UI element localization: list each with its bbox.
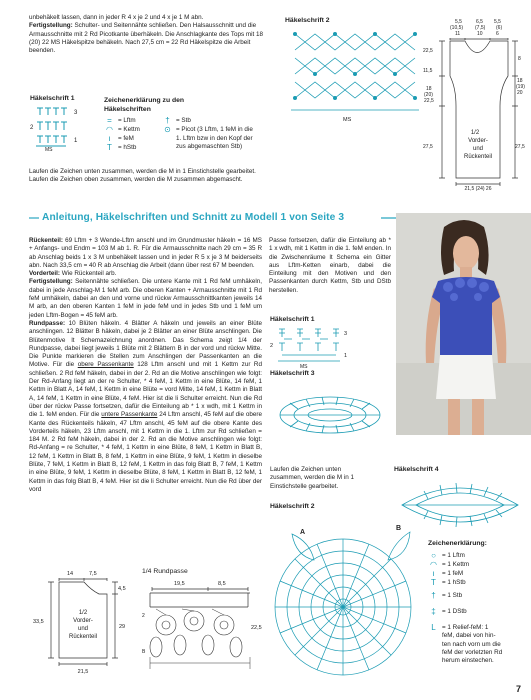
rp-top-a: 19,5 [174, 580, 185, 587]
slip-stitch-icon: ◠ [106, 125, 113, 135]
ts-r3: (19) [516, 84, 525, 90]
half-double-icon: T [431, 578, 436, 588]
col1-p3-label: Fertigstellung: [29, 278, 73, 286]
legend-bottom-title: Zeichenerklärung: [428, 540, 487, 547]
legend-top-title1: Zeichenerklärung zu den [104, 97, 185, 104]
top-chart1-diagram [30, 104, 102, 152]
mid-chart1 [270, 316, 380, 372]
mid-chart1-title: Häkelschrift 1 [270, 316, 315, 323]
ts-l3: 18 [426, 86, 432, 92]
legend-bottom-item-0: = 1 Lftm [442, 552, 465, 560]
bs-h2: 4,5 [118, 586, 126, 592]
top-chart2-diagram [285, 26, 425, 126]
section-title: Anleitung, Häkelschriften und Schnitt zu Modell 1 von Seite 3 [42, 212, 345, 223]
legend-top-item-3: = hStb [118, 144, 137, 152]
col1-p4 [29, 320, 262, 494]
relief-line-0: = 1 Relief-feM: 1 [442, 623, 489, 631]
col1-p1-body: 69 Lftm + 3 Wende-Lftm anschl und im Grundmuster häkeln = 16 MS + Anfangs- und Endm = 103 M ab 1. R. Für die Armausschnitte nach 29 cm = 35 R ab Anschlag beids 1 x 3 M unbehäkelt lassen und in jeder R 5 x je 3 M beiderseits abn. Nach 33,5 cm = 40 R ab Anschlag die Arbeit (dann über rest 67 M beenden. [29, 237, 262, 269]
top-chart1-title: Häkelschrift 1 [30, 95, 75, 102]
laufen-mid-line2: zusammen, werden die M in 1 [270, 474, 354, 482]
column-1 [29, 237, 262, 494]
top-fertig [29, 22, 274, 55]
rp-left-a: 2 [142, 612, 145, 619]
mid-chart2-a: A [300, 528, 306, 536]
mid-chart3-title: Häkelschrift 3 [270, 370, 315, 377]
ts-top-a: 5,5 [455, 19, 462, 25]
legend-bottom-item-5: = 1 DStb [442, 607, 467, 615]
mid-chart1-r2: 2 [270, 342, 274, 349]
relief-line-1: feM, dabei von hin- [442, 632, 496, 640]
laufen-top-line2: Laufen die Zeichen oben zusammen, werden die M zusammen abgemascht. [29, 176, 243, 184]
single-crochet-icon: ı [432, 569, 435, 579]
ts-l5: 22,5 [424, 98, 434, 104]
bottom-schematic [29, 568, 137, 676]
chain-icon: ○ [431, 551, 436, 561]
relief-stitch-icon: L [431, 622, 436, 632]
col2-p1: Passe fortsetzen, dafür die Einteilung ab * 1 x wdh, mit 1 Kettm in die 1. feM enden. In die Zwischenräume lt Schema ein Gitter aus Lftm-Ketten einarb, dabei die Einteilung mit den Motiven und den Passenkanten durch Kettm, Stb und DStb herstellen. [269, 237, 391, 294]
top-chart1-r1: 1 [74, 137, 78, 144]
rundpasse-title: 1/4 Rundpasse [142, 568, 188, 575]
picot-icon: ⊙ [164, 125, 171, 135]
top-fertig-body: Schulter- und Seitennähte schließen. Den Halsausschnitt und die Armausschnitte mit 2 Rd Picotkante überhäkeln. Die Anschlagkante des Tops mit 18 (20) 22 MS Häkelspitze behäkeln. Nach 27,5 cm = 22 Rd Häkelspitze die Arbeit beenden. [29, 22, 264, 55]
bs-bottom: 21,5 [77, 669, 89, 675]
top-chart1-r3: 3 [74, 109, 78, 116]
top-chart2-title: Häkelschrift 2 [285, 17, 330, 24]
legend-bottom-item-1: = 1 Kettm [442, 561, 470, 569]
double-crochet-icon: † [431, 590, 436, 600]
top-chart2 [285, 17, 425, 129]
legend-top-item-1: = Kettm [118, 126, 140, 134]
laufen-mid-line1: Laufen die Zeichen unten [270, 466, 342, 473]
rp-right: 22,5 [251, 624, 262, 631]
mid-chart1-r1: 1 [344, 352, 348, 359]
bs-w2: 7,5 [89, 571, 97, 577]
ts-r2: 18 [517, 78, 523, 84]
laufen-top [29, 168, 409, 185]
relief-line-2: ten nach vorn um die [442, 640, 501, 648]
col1-p2 [29, 270, 262, 278]
legend-top-item-2: = feM [118, 135, 134, 143]
bs-piece4: Rückenteil [68, 634, 98, 640]
top-chart1-r2: 2 [30, 124, 34, 131]
col1-p4-body2: 128 Lftm anschl und mit 1 Kettm zur Rd schließen. 2 Rd feM häkeln, dabei in der 2. Rd an die Motive anschlingen wie folgt: Der Rd-Anfang liegt an der re Schulter, * 4 feM, 1 Kettm in eine Blüte, 14 feM, 1 Kettm in Blatt A, 14 feM, 1 Kettm in eine Blüte = vord Mitte, 14 feM, 1 Kettm in Blatt A, 14 feM, 1 Kettm in eine Blüte, 4 feM. Hier ist die li Schulter erreicht. Nun die Rd über der rückw Passe fortsetzen, dafür die Einteilung ab * 1 x wdh, mit 1 Kettm in die 1. feM enden. Für die [29, 361, 262, 419]
top-fertig-label: Fertigstellung: [29, 22, 73, 30]
legend-top-picot1: = Picot (3 Lftm, 1 feM in die [176, 126, 253, 134]
laufen-mid [270, 466, 385, 491]
half-double-icon: T [107, 143, 112, 153]
top-chart2-ms: MS [343, 116, 352, 123]
col1-p4-body3: 24 Lftm anschl, 45 feM auf die obere Kante des Rückenteils häkeln, 47 Lftm anschl, 45 feM auf die obere Kante des Vorderteils häkeln, 23 Lftm anschl, mit 1 Kettm in die 1. Lftm zur Rd schließen = 184 M. 2 Rd feM häkeln, dabei in der 2. Rd an die Motive anschlingen wie folgt: Rd-Anfang = re Schulter, * 4 feM, 1 Kettm in eine Blüte, 8 feM, 1 Kettm in Blatt B, 12 feM, 1 Kettm in Blatt B, 8 feM, 1 Kettm in eine Blüte, 9 feM, 1 Kettm in dieselbe Blüte, 7 feM, 1 Kettm in Blatt B, 12 feM, 1 Kettm in das folg Blatt B, 7 feM, 1 Kettm in eine Blüte, 9 feM, 1 Kettm in dieselbe Blüte, 8 feM, 1 Kettm in Blatt B, 12 feM, 1 Kettm in das folg Blatt B, 4 feM. Hier ist die li Schulter erreicht. Nun die Rd über der vord [29, 411, 263, 493]
ts-l2: 11,5 [423, 68, 433, 74]
legend-bottom-item-2: = 1 feM [442, 570, 464, 578]
ts-piece2: Vorder- [468, 138, 488, 144]
col1-p4-u2: untere Passenkante [101, 411, 158, 419]
rundpasse [142, 568, 264, 676]
ts-top-a3: 11 [455, 31, 461, 37]
bs-piece2: Vorder- [73, 618, 93, 624]
ts-piece1: 1/2 [470, 130, 480, 136]
ts-top-c: 5,5 [494, 19, 501, 25]
mid-chart2 [270, 503, 420, 690]
ts-top-b: 6,5 [476, 19, 483, 25]
legend-top-picot3: zus abgemaschten Stb) [176, 143, 243, 151]
mid-chart4-title: Häkelschrift 4 [394, 466, 439, 473]
legend-top-title2: Häkelschriften [104, 105, 151, 113]
ts-l4: (20) [424, 92, 433, 98]
ts-r4: 20 [517, 90, 523, 96]
legend-top-picot2: 1. Lftm bzw in den Kopf der [176, 134, 253, 142]
bs-w1: 14 [67, 571, 74, 577]
col1-p1-label: Rückenteil: [29, 237, 63, 244]
relief-line-3: feM der vorletzten Rd [442, 648, 503, 656]
column-2 [269, 237, 391, 295]
mid-chart2-b: B [396, 524, 402, 532]
bs-piece3: und [77, 626, 89, 632]
ts-top-a2: (10,5) [450, 25, 464, 31]
rp-left-b: B [142, 648, 146, 655]
col1-p4-u1: obere Passenkante [77, 361, 134, 369]
bs-h1: 33,5 [33, 619, 44, 625]
col1-p2-label: Vorderteil: [29, 270, 61, 278]
bs-h3: 29 [119, 624, 126, 630]
ts-top-b2: (7,5) [475, 25, 486, 31]
ts-bottom: 21,5 (24) 26 [464, 186, 492, 191]
laufen-mid-line3: Einstichstelle gearbeitet. [270, 482, 339, 490]
double-crochet-icon: † [165, 116, 170, 126]
rp-top-b: 8,5 [218, 580, 226, 587]
legend-bottom [428, 540, 528, 665]
mid-chart2-title: Häkelschrift 2 [270, 503, 315, 510]
col1-p3-body: Seitennähte schließen. Die untere Kante mit 1 Rd feM umhäkeln, dabei in jede Anschlag-M 1 feM arb. Die oberen Kanten + Armausschnitte mit 1 Rd feM umhäkeln, dabei an den und vorne und rückw Armausschnittkanten jeweils 14 M arb, an den oberen Kanten 1 feM in jede feM und in jedes Stb und 1 feM um jeden Lftm-Bogen = 45 feM arb. [29, 278, 262, 319]
ts-r5: 27,5 [515, 144, 525, 150]
col1-p3 [29, 278, 262, 319]
ts-top-c2: (6) [496, 25, 503, 31]
ts-top-c3: 6 [496, 31, 499, 37]
single-crochet-icon: ı [108, 134, 111, 144]
slip-stitch-icon: ◠ [430, 560, 437, 570]
page-number: 7 [516, 684, 522, 694]
mid-chart1-ms: MS [300, 363, 308, 369]
ts-piece3: und [472, 146, 484, 152]
treble-crochet-icon: ‡ [431, 606, 436, 616]
top-line1: unbehäkelt lassen, dann in jeder R 4 x je 2 und 4 x je 1 M abn. [29, 14, 204, 21]
mid-chart1-r3: 3 [344, 330, 348, 337]
col1-p1 [29, 237, 262, 270]
top-chart1 [30, 95, 102, 155]
legend-bottom-item-4: = 1 Stb [442, 591, 463, 599]
model-photo [396, 213, 531, 435]
ts-top-b3: 10 [477, 31, 483, 37]
ts-l1: 22,5 [423, 48, 433, 54]
top-instructions [29, 14, 274, 55]
legend-bottom-item-3: = 1 hStb [442, 579, 466, 587]
relief-line-4: herum einstechen. [442, 657, 494, 665]
ts-r1: 8 [518, 56, 521, 62]
legend-top-stb: = Stb [176, 117, 191, 125]
col1-p4-label: Rundpasse: [29, 319, 66, 327]
laufen-top-line1: Laufen die Zeichen unten zusammen, werden die M in 1 Einstichstelle gearbeitet. [29, 168, 256, 175]
top-chart1-ms: MS [45, 146, 53, 152]
col1-p4-body: 10 Blüten häkeln. 4 Blätter A häkeln und jeweils an einer Blüte anschlingen. 12 Blätter B häkeln, dabei je 2 Blätter an einer Blüte anschlingen. Die Blütenmotive lt Schemazeichnung anordnen. Das Schema zeigt 1/4 der Rundpasse, dabei liegt jeweils 1 Blüte mit 2 Blättern B in der vord und rückw Mitte. Die Punkte markieren die Stellen zum Anschlingen der Passenkanten an die Motive. Für die [29, 319, 262, 369]
ts-piece4: Rückenteil [463, 154, 493, 160]
top-schematic [420, 16, 526, 191]
legend-top-item-0: = Lftm [118, 117, 136, 125]
chain-icon: = [107, 116, 112, 126]
mid-chart3 [270, 370, 390, 452]
ts-l6: 27,5 [423, 144, 433, 150]
col1-p2-body: Wie Rückenteil arb. [60, 270, 117, 278]
bs-piece1: 1/2 [78, 610, 88, 616]
legend-top [104, 97, 294, 165]
